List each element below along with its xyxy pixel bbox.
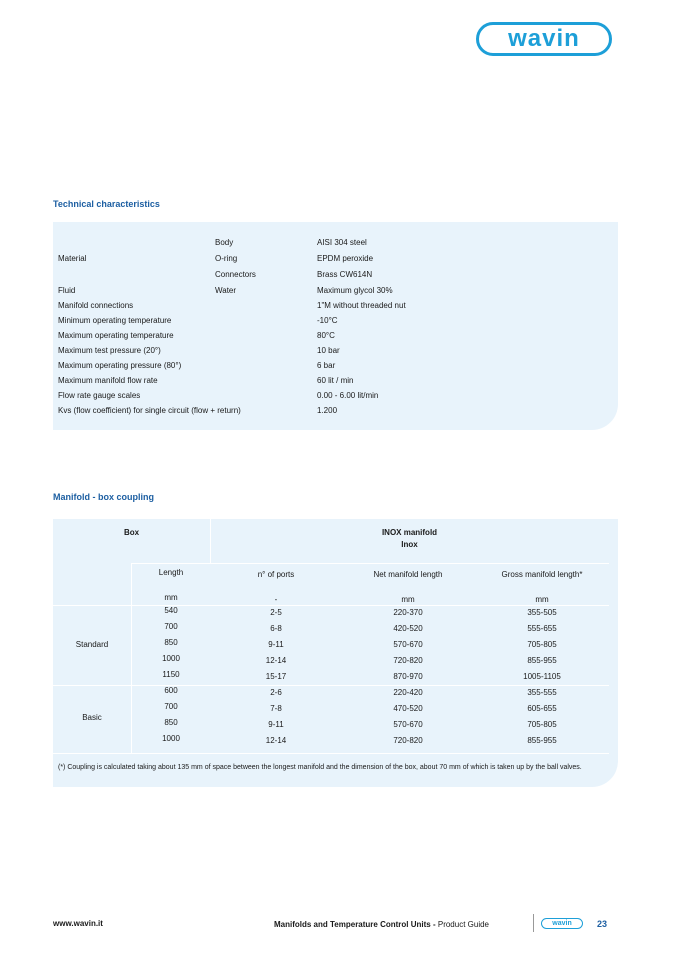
coupling-cell-ports: 6-8 (270, 624, 282, 633)
standard-label: Standard (75, 640, 109, 649)
coupling-cell-gross: 855-955 (527, 736, 557, 745)
inox-header: INOX manifold (381, 528, 438, 537)
tech-cell-c1: Maximum manifold flow rate (58, 376, 158, 385)
grid-line (53, 753, 609, 754)
coupling-cell-length: 1150 (162, 670, 180, 679)
coupling-cell-net: 870-970 (393, 672, 423, 681)
coupling-cell-gross: 605-655 (527, 704, 557, 713)
col-length: Length (158, 568, 184, 577)
tech-cell-c3: EPDM peroxide (317, 254, 374, 263)
coupling-cell-length: 600 (164, 686, 178, 695)
guide-title (274, 920, 489, 929)
tech-cell-c3: 6 bar (317, 361, 336, 370)
footer-logo-text: wavin (552, 920, 572, 927)
basic-label: Basic (82, 713, 102, 722)
tech-cell-c3: 0.00 - 6.00 lit/min (317, 391, 379, 400)
coupling-cell-ports: 9-11 (268, 720, 284, 729)
box-header: Box (123, 528, 140, 537)
unit-gross: mm (535, 595, 549, 604)
tech-cell-c1: Flow rate gauge scales (58, 391, 141, 400)
tech-cell-c3: Brass CW614N (317, 270, 373, 279)
coupling-cell-gross: 855-955 (527, 656, 557, 665)
coupling-cell-ports: 12-14 (265, 736, 287, 745)
footer-wavin-logo (541, 918, 583, 929)
coupling-title: Manifold - box coupling (53, 492, 154, 502)
unit-length: mm (164, 593, 178, 602)
tech-cell-c3: 10 bar (317, 346, 340, 355)
tech-cell-c3: 80°C (317, 331, 335, 340)
coupling-cell-gross: 705-805 (527, 720, 557, 729)
tech-cell-c1: Maximum test pressure (20°) (58, 346, 161, 355)
tech-cell-c2: O-ring (215, 254, 238, 263)
coupling-cell-length: 1000 (162, 654, 180, 663)
unit-net: mm (401, 595, 415, 604)
inox-subheader: Inox (401, 540, 418, 549)
coupling-cell-length: 540 (164, 606, 178, 615)
tech-cell-c1: Fluid (58, 286, 76, 295)
coupling-cell-gross: 705-805 (527, 640, 557, 649)
website-link[interactable]: www.wavin.it (53, 919, 103, 928)
coupling-cell-net: 570-670 (393, 720, 423, 729)
coupling-cell-ports: 15-17 (265, 672, 287, 681)
footer-divider (533, 914, 534, 932)
coupling-cell-gross: 355-555 (527, 688, 557, 697)
tech-cell-c3: AISI 304 steel (317, 238, 367, 247)
coupling-cell-net: 220-370 (393, 608, 423, 617)
coupling-cell-net: 570-670 (393, 640, 423, 649)
coupling-cell-ports: 12-14 (265, 656, 287, 665)
coupling-cell-gross: 355-505 (527, 608, 557, 617)
coupling-cell-ports: 2-5 (270, 608, 282, 617)
wavin-logo (476, 22, 612, 56)
page-number: 23 (597, 919, 608, 929)
tech-cell-c3: Maximum glycol 30% (317, 286, 393, 295)
technical-table (53, 222, 618, 430)
col-net: Net manifold length (373, 570, 443, 579)
tech-cell-c1: Maximum operating temperature (58, 331, 174, 340)
coupling-cell-length: 700 (164, 702, 178, 711)
tech-cell-c1: Manifold connections (58, 301, 134, 310)
tech-cell-c2: Body (215, 238, 234, 247)
coupling-cell-ports: 2-6 (270, 688, 282, 697)
grid-line (131, 563, 609, 564)
coupling-cell-net: 720-820 (393, 656, 423, 665)
coupling-cell-net: 720-820 (393, 736, 423, 745)
technical-title: Technical characteristics (53, 199, 160, 209)
coupling-table (53, 519, 618, 787)
tech-cell-c1: Kvs (flow coefficient) for single circuit (flow + return) (58, 406, 241, 415)
footnote: (*) Coupling is calculated taking about 135 mm of space between the longest manifold and the dimension of the box, about 70 mm of which is taken up by the ball valves. (58, 764, 582, 771)
tech-cell-c3: -10°C (317, 316, 338, 325)
coupling-cell-length: 700 (164, 622, 178, 631)
guide-title-bold: Manifolds and Temperature Control Units - (274, 920, 438, 929)
tech-cell-c1: Maximum operating pressure (80°) (58, 361, 182, 370)
guide-title-rest: Product Guide (437, 920, 489, 929)
tech-cell-c1: Minimum operating temperature (58, 316, 172, 325)
unit-ports: - (274, 595, 278, 604)
coupling-cell-net: 220-420 (393, 688, 423, 697)
tech-cell-c2: Water (215, 286, 237, 295)
coupling-cell-net: 470-520 (393, 704, 423, 713)
tech-cell-c2: Connectors (215, 270, 256, 279)
tech-cell-c3: 60 lit / min (317, 376, 354, 385)
tech-cell-c3: 1.200 (317, 406, 338, 415)
col-gross: Gross manifold length* (501, 570, 583, 579)
coupling-cell-gross: 555-655 (527, 624, 557, 633)
coupling-cell-net: 420-520 (393, 624, 423, 633)
coupling-cell-ports: 7-8 (270, 704, 282, 713)
coupling-cell-length: 850 (164, 638, 178, 647)
col-ports: n° of ports (257, 570, 295, 579)
coupling-cell-length: 1000 (162, 734, 180, 743)
coupling-cell-length: 850 (164, 718, 178, 727)
tech-cell-c1: Material (58, 254, 87, 263)
tech-cell-c3: 1"M without threaded nut (317, 301, 406, 310)
coupling-cell-ports: 9-11 (268, 640, 284, 649)
coupling-cell-gross: 1005-1105 (523, 672, 561, 681)
logo-text: wavin (508, 25, 580, 52)
